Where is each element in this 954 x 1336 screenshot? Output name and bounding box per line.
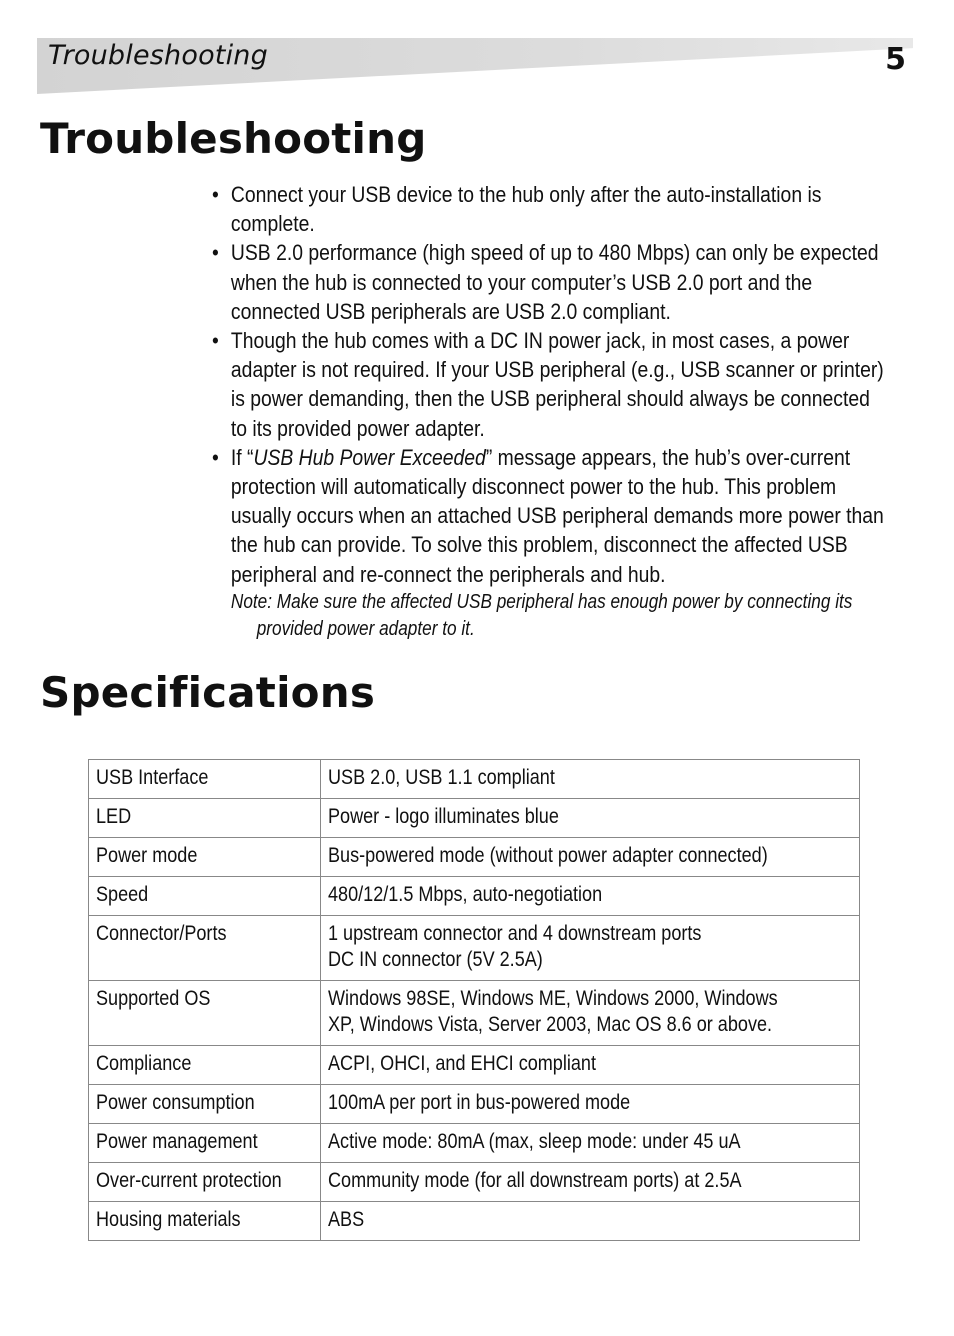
- spec-key-cell: [89, 1163, 321, 1202]
- spec-value-cell: [320, 1202, 859, 1241]
- note: [212, 589, 902, 643]
- spec-value-cell: [320, 838, 859, 877]
- spec-value-line: Active mode: 80mA (max, sleep mode: under 45 uA: [327, 1130, 741, 1153]
- spec-key: Over-current protection: [96, 1169, 282, 1192]
- table-row: [89, 1046, 860, 1085]
- spec-key-cell: [89, 838, 321, 877]
- spec-value-line: 480/12/1.5 Mbps, auto-negotiation: [327, 883, 603, 906]
- bullet-line: protection will automatically disconnect power to the hub. This problem: [230, 474, 837, 500]
- spec-key-cell: [89, 916, 321, 981]
- bullet-line: the hub can provide. To solve this problem, disconnect the affected USB: [230, 532, 848, 558]
- table-row: [89, 981, 860, 1046]
- table-row: [89, 760, 860, 799]
- bullet-line: USB 2.0 performance (high speed of up to 480 Mbps) can only be expected: [230, 240, 879, 266]
- spec-value-line: Windows 98SE, Windows ME, Windows 2000, Windows: [327, 987, 778, 1010]
- spec-value-line: DC IN connector (5V 2.5A): [327, 948, 543, 971]
- spec-key: Supported OS: [96, 987, 211, 1010]
- spec-value-cell: [320, 916, 859, 981]
- spec-key: Compliance: [96, 1052, 192, 1075]
- spec-value-cell: [320, 1046, 859, 1085]
- spec-value-line: 1 upstream connector and 4 downstream ports: [327, 922, 702, 945]
- bullet-prefix: If “: [230, 444, 254, 470]
- spec-value-cell: [320, 877, 859, 916]
- spec-key: Power consumption: [96, 1091, 255, 1114]
- spec-value-cell: [320, 760, 859, 799]
- bullet-item: [212, 238, 902, 326]
- bullet-item: [212, 326, 902, 443]
- spec-value-cell: [320, 1163, 859, 1202]
- bullet-line: usually occurs when an attached USB peripheral demands more power than: [230, 503, 884, 529]
- bullet-line: adapter is not required. If your USB peripheral (e.g., USB scanner or printer): [230, 357, 884, 383]
- table-row: [89, 838, 860, 877]
- note-line: provided power adapter to it.: [256, 617, 475, 640]
- bullet-line: connected USB peripherals are USB 2.0 compliant.: [230, 298, 671, 324]
- spec-value-cell: [320, 1085, 859, 1124]
- spec-key: Power management: [96, 1130, 258, 1153]
- table-row: [89, 1163, 860, 1202]
- spec-key: Speed: [96, 883, 149, 906]
- table-row: [89, 877, 860, 916]
- spec-key: Connector/Ports: [96, 922, 227, 945]
- bullet-dot: •: [212, 182, 219, 207]
- bullet-suffix: ” message appears, the hub’s over-current: [485, 444, 851, 470]
- spec-key: Power mode: [96, 844, 198, 867]
- bullet-dot: •: [212, 240, 219, 266]
- spec-key-cell: [89, 760, 321, 799]
- spec-key-cell: [89, 981, 321, 1046]
- spec-value-line: 100mA per port in bus-powered mode: [327, 1091, 631, 1114]
- bullet-dot: •: [212, 444, 219, 470]
- spec-value: [328, 1090, 630, 1116]
- bullet-item: [212, 443, 902, 589]
- specifications-table-body: [89, 760, 860, 1241]
- table-row: [89, 916, 860, 981]
- spec-value: [328, 921, 701, 973]
- spec-value: [328, 986, 778, 1038]
- spec-value: [328, 1129, 741, 1155]
- spec-value: [328, 804, 559, 830]
- error-message-name: USB Hub Power Exceeded: [253, 444, 486, 470]
- spec-value-line: ACPI, OHCI, and EHCI compliant: [327, 1052, 596, 1075]
- spec-value-line: Bus-powered mode (without power adapter connected): [327, 844, 768, 867]
- bullet-line: when the hub is connected to your computer’s USB 2.0 port and the: [230, 269, 813, 295]
- spec-key-cell: [89, 877, 321, 916]
- table-row: [89, 1202, 860, 1241]
- spec-key-cell: [89, 1085, 321, 1124]
- bullet-line: complete.: [230, 211, 315, 237]
- spec-key: LED: [96, 805, 132, 828]
- bullet-line: Though the hub comes with a DC IN power jack, in most cases, a power: [230, 328, 850, 354]
- spec-value: [328, 1051, 596, 1077]
- spec-value: [328, 1168, 742, 1194]
- spec-value-line: Power - logo illuminates blue: [327, 805, 559, 828]
- table-row: [89, 799, 860, 838]
- bullet-line: is power demanding, then the USB peripheral should always be connected: [230, 386, 870, 412]
- bullet-item: [212, 180, 902, 238]
- table-row: [89, 1085, 860, 1124]
- spec-value-line: XP, Windows Vista, Server 2003, Mac OS 8.6 or above.: [327, 1013, 772, 1036]
- spec-value: [328, 1207, 364, 1233]
- page-number: 5: [885, 42, 906, 77]
- bullet-line: [231, 443, 902, 472]
- running-header-title: Troubleshooting: [48, 40, 268, 71]
- spec-value-cell: [320, 981, 859, 1046]
- spec-value-line: ABS: [327, 1208, 365, 1231]
- spec-key: USB Interface: [96, 766, 209, 789]
- troubleshooting-bullet-list: [212, 180, 902, 643]
- bullet-dot: •: [212, 328, 219, 354]
- specifications-table: [88, 759, 860, 1241]
- specifications-heading: Specifications: [40, 668, 376, 717]
- spec-value-cell: [320, 1124, 859, 1163]
- spec-value: [328, 843, 768, 869]
- spec-value-line: Community mode (for all downstream ports) at 2.5A: [327, 1169, 742, 1192]
- bullet-line: to its provided power adapter.: [230, 415, 485, 441]
- spec-value: [328, 765, 555, 791]
- note-line: Note: Make sure the affected USB peripheral has enough power by connecting its: [230, 590, 853, 613]
- spec-key-cell: [89, 1046, 321, 1085]
- spec-key-cell: [89, 1202, 321, 1241]
- table-row: [89, 1124, 860, 1163]
- spec-key-cell: [89, 799, 321, 838]
- spec-key-cell: [89, 1124, 321, 1163]
- spec-key: Housing materials: [96, 1208, 241, 1231]
- bullet-line: peripheral and re-connect the peripherals and hub.: [230, 561, 666, 587]
- troubleshooting-heading: Troubleshooting: [40, 114, 427, 163]
- bullet-line: Connect your USB device to the hub only after the auto-installation is: [230, 182, 822, 207]
- spec-value-cell: [320, 799, 859, 838]
- spec-value-line: USB 2.0, USB 1.1 compliant: [327, 766, 555, 789]
- spec-value: [328, 882, 602, 908]
